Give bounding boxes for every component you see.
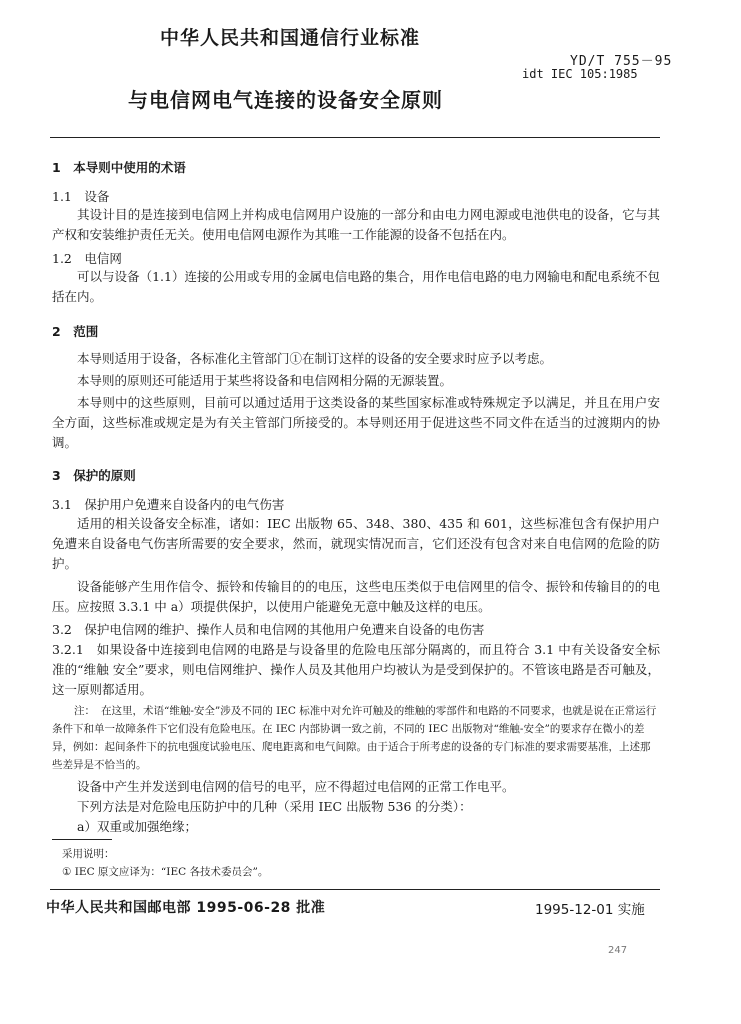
section-3-2-item-a: a）双重或加强绝缘； — [77, 819, 197, 834]
section-2-paragraph-1: 本导则适用于设备，各标准化主管部门①在制订这样的设备的安全要求时应予以考虑。 — [77, 351, 553, 366]
section-1-heading: 1 本导则中使用的术语 — [52, 160, 186, 175]
section-3-2-1-text: 3.2.1 如果设备中连接到电信网的电路是与设备里的危险电压部分隔离的，而且符合 3.1 中有关设备安全标准的“维触 安全”要求，则电信网维护、操作人员及其他用户均被认为是受到保护的。不管该电路是否可触及，这一原则都适用。 — [52, 642, 660, 697]
section-2-paragraph-3: 本导则中的这些原则，目前可以通过适用于这类设备的某些国家标准或特殊规定予以满足，并且在用户安全方面，这些标准或规定是为有关主管部门所接受的。本导则还用于促进这些不同文件在适当的过渡期内的协调。 — [52, 395, 660, 450]
footnote-text: ① IEC 原文应译为：“IEC 各技术委员会”。 — [62, 866, 269, 878]
effective-date: 1995-12-01 实施 — [535, 902, 645, 918]
note-label: 注： — [74, 705, 95, 717]
note-block — [52, 702, 660, 774]
standard-category-title: 中华人民共和国通信行业标准 — [160, 27, 421, 49]
section-2-heading: 2 范围 — [52, 324, 99, 339]
section-1-1-heading: 1.1 设备 — [52, 189, 110, 204]
footnote-heading: 采用说明： — [62, 848, 115, 860]
section-1-2-heading: 1.2 电信网 — [52, 251, 122, 266]
header-divider — [50, 137, 660, 138]
approval-date: 中华人民共和国邮电部 1995-06-28 批准 — [46, 900, 326, 916]
section-3-2-heading: 3.2 保护电信网的维护、操作人员和电信网的其他用户免遭来自设备的电伤害 — [52, 622, 485, 637]
section-1-2-text: 可以与设备（1.1）连接的公用或专用的金属电信电路的集合，用作电信电路的电力网输电和配电系统不包括在内。 — [52, 269, 660, 304]
footer-divider — [50, 889, 660, 890]
standard-code: YD/T 755－95 — [570, 54, 673, 69]
footnote-divider — [52, 839, 112, 840]
standard-equivalence: idt IEC 105:1985 — [522, 67, 638, 81]
document-title: 与电信网电气连接的设备安全原则 — [128, 88, 443, 112]
section-2-paragraph-2: 本导则的原则还可能适用于某些将设备和电信网相分隔的无源装置。 — [77, 373, 453, 388]
note-text: 在这里，术语“维触-安全”涉及不同的 IEC 标准中对允许可触及的维触的零部件和电路的不同要求，也就是说在正常运行条件下和单一故障条件下它们没有危险电压。在 IEC 内部协调一致之前，不同的 IEC 出版物对“维触-安全”的要求存在微小的差异，例如：起间条件下的抗电强度试验电压、爬电距离和电气间隙。由于适合于所考虑的设备的专门标准的要求需要基准，上述那些差异是不恰当的。 — [52, 705, 657, 771]
section-3-heading: 3 保护的原则 — [52, 468, 136, 483]
section-3-1-paragraph-2: 设备能够产生用作信令、振铃和传输目的的电压，这些电压类似于电信网里的信令、振铃和传输目的的电压。应按照 3.3.1 中 a）项提供保护，以使用户能避免无意中触及这样的电压。 — [52, 579, 660, 614]
section-3-1-heading: 3.1 保护用户免遭来自设备内的电气伤害 — [52, 497, 285, 512]
section-1-1-text: 其设计目的是连接到电信网上并构成电信网用户设施的一部分和由电力网电源或电池供电的设备，它与其产权和安装维护责任无关。使用电信网电源作为其唯一工作能源的设备不包括在内。 — [52, 207, 660, 242]
section-3-2-paragraph-methods: 下列方法是对危险电压防护中的几种（采用 IEC 出版物 536 的分类）： — [77, 799, 472, 814]
section-3-2-paragraph-levels: 设备中产生并发送到电信网的信号的电平，应不得超过电信网的正常工作电平。 — [77, 779, 515, 794]
section-3-1-paragraph-1: 适用的相关设备安全标准，诸如：IEC 出版物 65、348、380、435 和 601，这些标准包含有保护用户免遭来自设备电气伤害所需要的安全要求，然而，就现实情况而言，它们还没有包含对来自电信网的危险的防护。 — [52, 516, 660, 571]
page-number: 247 — [608, 945, 628, 956]
